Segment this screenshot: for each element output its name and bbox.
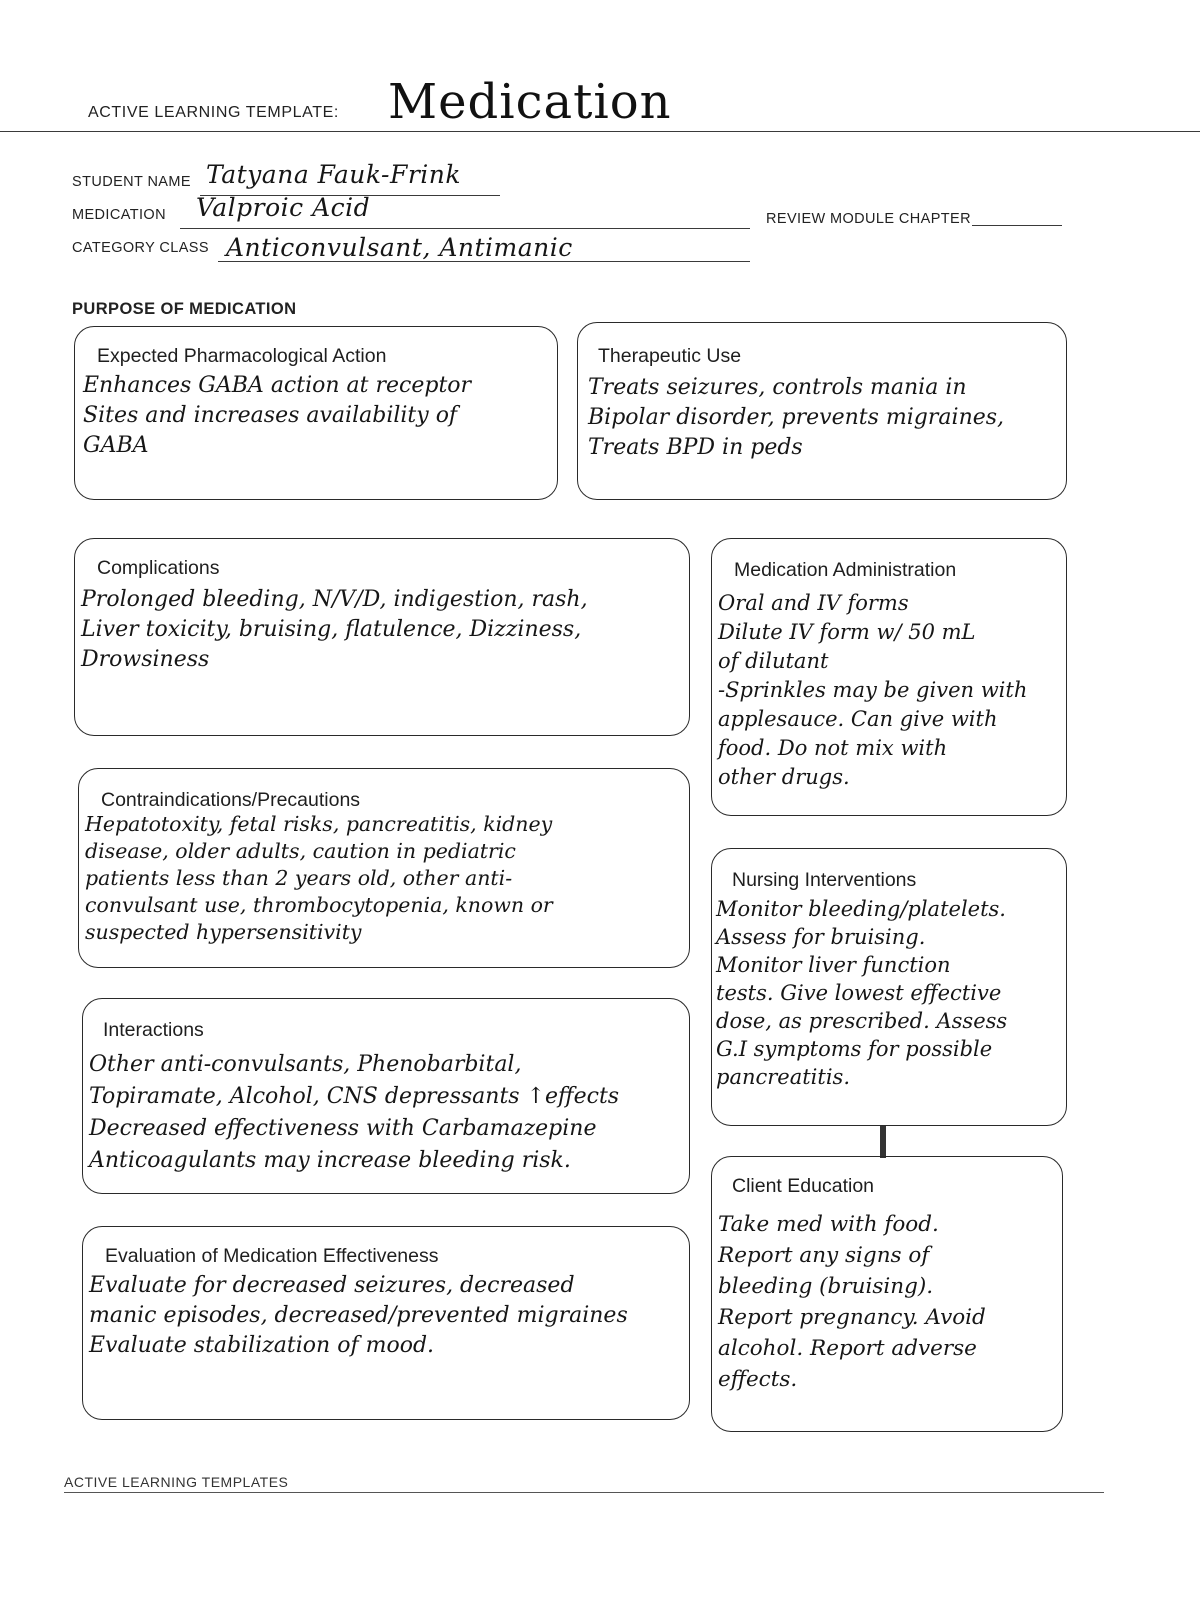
box-connector [880, 1126, 886, 1158]
text-line: Liver toxicity, bruising, flatulence, Dizziness, [81, 617, 582, 642]
contraindications-box [78, 768, 690, 968]
text-line: G.I symptoms for possible [716, 1037, 993, 1061]
nursing-interventions-text [716, 895, 1007, 1091]
text-line: suspected hypersensitivity [85, 920, 362, 944]
text-line: Prolonged bleeding, N/V/D, indigestion, rash, [81, 587, 588, 612]
text-line: Dilute IV form w/ 50 mL [718, 620, 976, 644]
template-label: ACTIVE LEARNING TEMPLATE: [88, 104, 339, 121]
text-line: Bipolar disorder, prevents migraines, [588, 405, 1005, 430]
text-line: Drowsiness [81, 647, 210, 672]
expected-action-text [83, 371, 471, 461]
text-line: Monitor bleeding/platelets. [716, 897, 1006, 921]
expected-action-title: Expected Pharmacological Action [97, 345, 387, 367]
evaluation-box [82, 1226, 690, 1420]
text-line: GABA [83, 433, 149, 458]
text-line: Report any signs of [718, 1243, 930, 1268]
category-class-label: CATEGORY CLASS [72, 240, 209, 256]
evaluation-title: Evaluation of Medication Effectiveness [105, 1245, 439, 1267]
interactions-text [89, 1049, 619, 1177]
text-line: Sites and increases availability of [83, 403, 458, 428]
text-line: alcohol. Report adverse [718, 1336, 977, 1361]
student-name-label: STUDENT NAME [72, 174, 191, 190]
text-line: pancreatitis. [716, 1065, 850, 1089]
text-line: Enhances GABA action at receptor [83, 373, 472, 398]
footer-rule [64, 1492, 1104, 1493]
text-line: dose, as prescribed. Assess [716, 1009, 1008, 1033]
text-line: Decreased effectiveness with Carbamazepine [89, 1116, 597, 1141]
text-line: applesauce. Can give with [718, 707, 998, 731]
text-line: food. Do not mix with [718, 736, 948, 760]
text-line: Hepatotoxity, fetal risks, pancreatitis, kidney [85, 812, 553, 836]
therapeutic-use-box [577, 322, 1067, 500]
complications-text [81, 585, 588, 675]
text-line: Oral and IV forms [718, 591, 909, 615]
text-line: Treats seizures, controls mania in [588, 375, 967, 400]
text-line: manic episodes, decreased/prevented migraines [89, 1303, 628, 1328]
text-line: of dilutant [718, 649, 829, 673]
client-education-box [711, 1156, 1063, 1432]
header-rule [0, 131, 1200, 132]
interactions-title: Interactions [103, 1019, 204, 1041]
contraindications-text [85, 811, 553, 946]
text-line: Monitor liver function [716, 953, 951, 977]
text-line: Other anti-convulsants, Phenobarbital, [89, 1052, 522, 1077]
category-class-line [218, 261, 750, 262]
therapeutic-use-text [588, 373, 1004, 463]
category-class-value: Anticonvulsant, Antimanic [226, 233, 573, 262]
medication-administration-title: Medication Administration [734, 559, 957, 581]
text-line: disease, older adults, caution in pediatric [85, 839, 516, 863]
text-line: Topiramate, Alcohol, CNS depressants ↑effects [89, 1084, 620, 1109]
evaluation-text [89, 1271, 628, 1361]
medication-administration-box [711, 538, 1067, 816]
expected-action-box [74, 326, 558, 500]
text-line: other drugs. [718, 765, 850, 789]
medication-value: Valproic Acid [196, 193, 371, 222]
text-line: Evaluate for decreased seizures, decreased [89, 1273, 575, 1298]
footer-label: ACTIVE LEARNING TEMPLATES [64, 1474, 289, 1490]
text-line: Take med with food. [718, 1212, 939, 1237]
text-line: bleeding (bruising). [718, 1274, 934, 1299]
contraindications-title: Contraindications/Precautions [101, 789, 361, 811]
medication-label: MEDICATION [72, 207, 166, 223]
medication-line [180, 228, 750, 229]
complications-title: Complications [97, 557, 220, 579]
nursing-interventions-title: Nursing Interventions [732, 869, 917, 891]
purpose-label: PURPOSE OF MEDICATION [72, 300, 297, 318]
text-line: Report pregnancy. Avoid [718, 1305, 986, 1330]
nursing-interventions-box [711, 848, 1067, 1126]
text-line: Treats BPD in peds [588, 435, 803, 460]
text-line: convulsant use, thrombocytopenia, known or [85, 893, 553, 917]
text-line: effects. [718, 1367, 798, 1392]
complications-box [74, 538, 690, 736]
medication-administration-text [718, 589, 1027, 792]
student-name-value: Tatyana Fauk-Frink [206, 160, 462, 189]
review-module-label: REVIEW MODULE CHAPTER [766, 211, 971, 227]
text-line: patients less than 2 years old, other anti- [85, 866, 513, 890]
therapeutic-use-title: Therapeutic Use [598, 345, 742, 367]
text-line: Anticoagulants may increase bleeding risk. [89, 1148, 571, 1173]
text-line: -Sprinkles may be given with [718, 678, 1028, 702]
interactions-box [82, 998, 690, 1194]
review-module-line [972, 225, 1062, 226]
text-line: Assess for bruising. [716, 925, 926, 949]
text-line: tests. Give lowest effective [716, 981, 1002, 1005]
client-education-text [718, 1209, 986, 1395]
template-title: Medication [388, 74, 672, 130]
text-line: Evaluate stabilization of mood. [89, 1333, 435, 1358]
client-education-title: Client Education [732, 1175, 875, 1197]
